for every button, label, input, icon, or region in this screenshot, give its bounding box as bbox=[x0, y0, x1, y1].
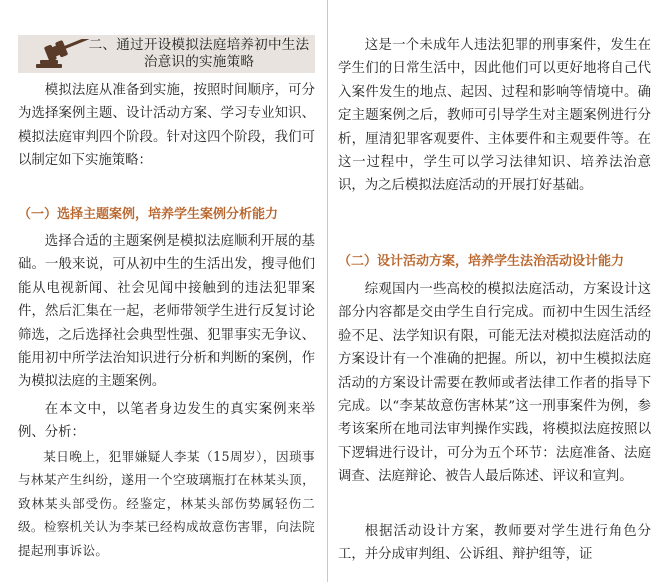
section-header bbox=[18, 35, 315, 73]
sub1-text-2: 在本文中，以笔者身边发生的真实案例来举例、分析： bbox=[18, 402, 315, 441]
right-text-2: 综观国内一些高校的模拟法庭活动，方案设计这部分内容都是交由学生自行完成。而初中生因生活经验不足、法学知识有限，可能无法对模拟法庭活动的方案设计有一个准确的把握。所以，初中生模拟法庭活动的方案设计需要在教师或者法律工作者的指导下完成。以“李某故意伤害林某”这一刑事案件为例，参考该案所在地司法审判操作实践，将模拟法庭按照以下逻辑进行设计，可分为五个环节：法庭准备、法庭调查、法庭辩论、被告人最后陈述、评议和宣判。 bbox=[338, 282, 651, 485]
right-text-1: 这是一个未成年人违法犯罪的刑事案件，发生在学生们的日常生活中，因此他们可以更好地将自己代入案件发生的地点、起因、过程和影响等情境中。确定主题案例之后，教师可引导学生对主题案例进行分析，厘清犯罪客观要件、主体要件和主观要件等。在这一过程中，学生可以学习法律知识、培养法治意识，为之后模拟法庭活动的开展打好基础。 bbox=[338, 38, 651, 194]
right-paragraph-3 bbox=[338, 520, 651, 567]
right-paragraph-2 bbox=[338, 278, 651, 489]
intro-paragraph bbox=[18, 79, 315, 173]
case-quote-text: 某日晚上，犯罪嫌疑人李某（15周岁），因琐事与林某产生纠纷，遂用一个空玻璃瓶打在林某头顶，致林某头部受伤。经鉴定，林某头部伤势属轻伤二级。检察机关认为李某已经构成故意伤害罪，向法院提起刑事诉讼。 bbox=[18, 449, 315, 558]
right-text-3: 根据活动设计方案，教师要对学生进行角色分工，并分成审判组、公诉组、辩护组等，证 bbox=[338, 524, 651, 563]
intro-text: 模拟法庭从准备到实施，按照时间顺序，可分为选择案例主题、设计活动方案、学习专业知识、模拟法庭审判四个阶段。针对这四个阶段，我们可以制定如下实施策略： bbox=[18, 83, 315, 169]
sub1-paragraph-2 bbox=[18, 398, 315, 445]
right-paragraph-1 bbox=[338, 34, 651, 198]
column-divider bbox=[327, 0, 328, 582]
sub1-text-1: 选择合适的主题案例是模拟法庭顺利开展的基础。一般来说，可从初中生的生活出发，搜寻他们能从电视新闻、社会见闻中接触到的违法犯罪案件，然后汇集在一起，老师带领学生进行反复讨论筛选，之后选择社会典型性强、犯罪事实无争议、能用初中所学法治知识进行分析和判断的案例，作为模拟法庭的主题案例。 bbox=[18, 234, 315, 390]
subheading-1: （一）选择主题案例，培养学生案例分析能力 bbox=[18, 207, 279, 222]
sub1-paragraph-1 bbox=[18, 230, 315, 394]
section-title: 二、通过开设模拟法庭培养初中生法治意识的实施策略 bbox=[88, 37, 310, 70]
subheading-2: （二）设计活动方案，培养学生法治活动设计能力 bbox=[338, 254, 625, 269]
case-quote bbox=[18, 445, 315, 562]
